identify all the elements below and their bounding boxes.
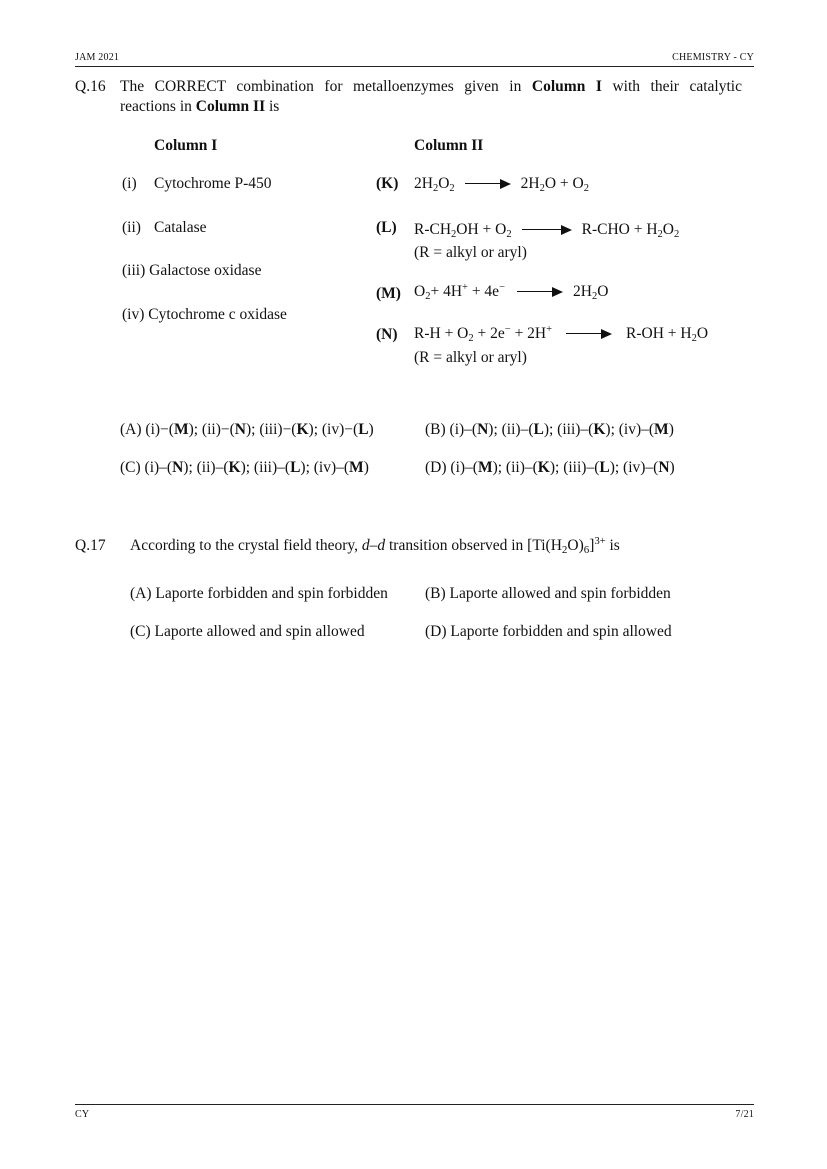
reaction-arrow-icon <box>566 329 612 339</box>
q16-option-a[interactable]: (A) (i)−(M); (ii)−(N); (iii)−(K); (iv)−(L) <box>120 421 374 438</box>
q16-stem-text: reactions in <box>120 98 196 115</box>
page-number: 7/21 <box>735 1109 754 1120</box>
reaction-arrow-icon <box>517 287 563 297</box>
reaction-n: $R-H + O_2 + 2e^- + 2H^+$ $R-OH + H_2O$ <box>414 324 709 344</box>
q17-option-c[interactable]: (C) Laporte allowed and spin allowed <box>130 623 365 640</box>
q16-stem-line2 <box>120 97 279 117</box>
reaction-n-note: (R = alkyl or aryl) <box>414 349 527 366</box>
reaction-l-note: (R = alkyl or aryl) <box>414 244 527 261</box>
q16-stem-line1 <box>120 77 742 97</box>
q16-number: Q.16 <box>75 78 106 95</box>
q16-stem-text: with their catalytic <box>601 78 742 95</box>
q16-stem-bold: Column II <box>195 98 266 115</box>
q16-option-c[interactable]: (C) (i)–(N); (ii)–(K); (iii)–(L); (iv)–(M) <box>120 459 369 476</box>
q16-stem-bold: Column I <box>531 78 602 95</box>
q17-option-b[interactable]: (B) Laporte allowed and spin forbidden <box>425 585 671 602</box>
q16-stem-text: is <box>265 98 280 115</box>
q16-option-d[interactable]: (D) (i)–(M); (ii)–(K); (iii)–(L); (iv)–(N) <box>425 459 675 476</box>
q17-option-a[interactable]: (A) Laporte forbidden and spin forbidden <box>130 585 388 602</box>
reaction-arrow-icon <box>522 225 572 235</box>
header-right: CHEMISTRY - CY <box>672 52 754 63</box>
header-rule <box>75 66 754 67</box>
column1-item: (iv) Cytochrome c oxidase <box>122 306 287 323</box>
column2-label-k: (K) <box>376 175 399 192</box>
column1-item: (ii) <box>122 219 141 236</box>
q17-number: Q.17 <box>75 537 106 554</box>
q17-option-d[interactable]: (D) Laporte forbidden and spin allowed <box>425 623 672 640</box>
footer-rule <box>75 1104 754 1105</box>
reaction-m: $O_2+ 4H^+ + 4e^-$ $2H_2O$ <box>414 282 609 302</box>
column2-label-m: (M) <box>376 285 401 302</box>
reaction-k: $2H_2O_2$ $2H_2O + O_2$ <box>414 175 589 194</box>
q17-stem: According to the crystal field theory, d–d transition observed in $[Ti(H_2O)_6]^{3+}$ is <box>130 536 620 556</box>
header-left: JAM 2021 <box>75 52 120 63</box>
reaction-arrow-icon <box>465 179 511 189</box>
reaction-l: $R-CH_2OH + O_2$ $R-CHO + H_2O_2$ <box>414 221 680 240</box>
q16-stem-text: The CORRECT combination for metalloenzymes given in <box>120 78 532 95</box>
column1-item: (i) <box>122 175 137 192</box>
column1-heading: Column I <box>154 137 218 154</box>
column1-item: Catalase <box>154 219 207 236</box>
column2-heading: Column II <box>414 137 484 154</box>
column2-label-l: (L) <box>376 219 397 236</box>
column2-label-n: (N) <box>376 326 398 343</box>
footer-left: CY <box>75 1109 90 1120</box>
column1-item: (iii) Galactose oxidase <box>122 262 262 279</box>
column1-item: Cytochrome P-450 <box>154 175 272 192</box>
q16-option-b[interactable]: (B) (i)–(N); (ii)–(L); (iii)–(K); (iv)–(M) <box>425 421 674 438</box>
